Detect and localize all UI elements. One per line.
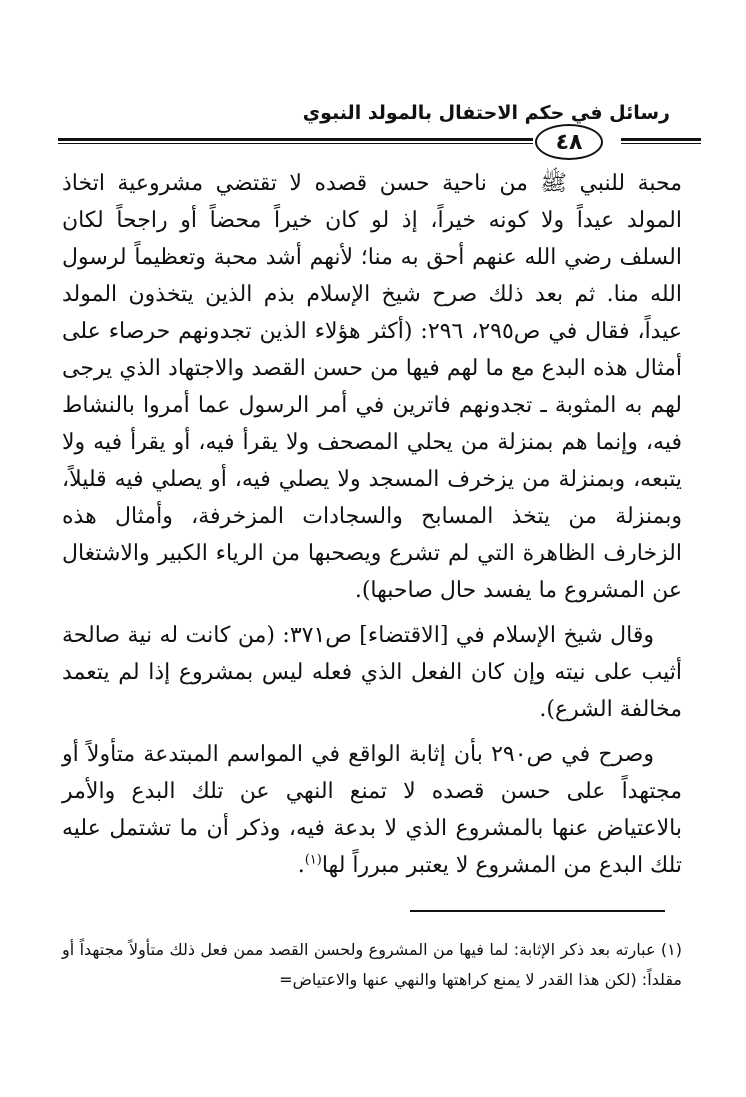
header-rule-thick-right bbox=[621, 138, 701, 141]
paragraph-2: وقال شيخ الإسلام في [الاقتضاء] ص٣٧١: (من كانت له نية صالحة أثيب على نيته وإن كان الفعل الذي فعله ليس بمشروع إذا لم يتعمد مخالفة الشرع). bbox=[62, 623, 682, 722]
header-rule-thin-right bbox=[621, 143, 701, 144]
footnote-rule bbox=[410, 910, 665, 912]
paragraph-3-text: وصرح في ص٢٩٠ بأن إثابة الواقع في المواسم المبتدعة متأولاً أو مجتهداً على حسن قصده لا تمنع النهي عن تلك البدع والأمر بالاعتياض عنها بالمشروع الذي لا بدعة فيه، وذكر أن ما تشتمل عليه تلك البدع من المشروع لا يعتبر مبرراً لها bbox=[62, 742, 682, 878]
header-rule-thin-left bbox=[58, 143, 533, 144]
header-rule-thick-left bbox=[58, 138, 533, 141]
paragraph-3: وصرح في ص٢٩٠ بأن إثابة الواقع في المواسم المبتدعة متأولاً أو مجتهداً على حسن قصده لا تمنع النهي عن تلك البدع والأمر بالاعتياض عنها بالمشروع الذي لا بدعة فيه، وذكر أن ما تشتمل عليه تلك البدع من المشروع لا يعتبر مبرراً لها$^{(١)}$. bbox=[62, 742, 682, 878]
footnote-text: (١) عبارته بعد ذكر الإثابة: لما فيها من المشروع ولحسن القصد ممن فعل ذلك متأولاً مجتهداً أو مقلداً: (لكن هذا القدر لا يمنع كراهتها والنهي عنها والاعتياض= bbox=[62, 940, 682, 989]
main-text bbox=[62, 165, 682, 884]
page-number: ٤٨ bbox=[535, 124, 603, 160]
footnote bbox=[62, 935, 682, 995]
footnote-marker: (١) bbox=[304, 852, 322, 868]
paragraph-1: محبة للنبي ﷺ من ناحية حسن قصده لا تقتضي مشروعية اتخاذ المولد عيداً ولا كونه خيراً، إذ لو كان خيراً محضاً أو راجحاً لكان السلف رضي الله عنهم أحق به منا؛ لأنهم أشد محبة وتعظيماً لرسول الله منا. ثم بعد ذلك صرح شيخ الإسلام بذم الذين يتخذون المولد عيداً، فقال في ص٢٩٥، ٢٩٦: (أكثر هؤلاء الذين تجدونهم حرصاء على أمثال هذه البدع مع ما لهم فيها من حسن القصد والاجتهاد الذي يرجى لهم به المثوبة ـ تجدونهم فاترين في أمر الرسول عما أمروا بالنشاط فيه، وإنما هم بمنزلة من يحلي المصحف ولا يقرأ فيه، أو يقرأ فيه ولا يتبعه، وبمنزلة من يزخرف المسجد ولا يصلي فيه، أو يصلي فيه قليلاً، وبمنزلة من يتخذ المسابح والسجادات المزخرفة، وأمثال هذه الزخارف الظاهرة التي لم تشرع ويصحبها من الرياء الكبير والاشتغال عن المشروع ما يفسد حال صاحبها). bbox=[62, 171, 682, 603]
running-title: رسائل في حكم الاحتفال بالمولد النبوي bbox=[302, 102, 670, 124]
